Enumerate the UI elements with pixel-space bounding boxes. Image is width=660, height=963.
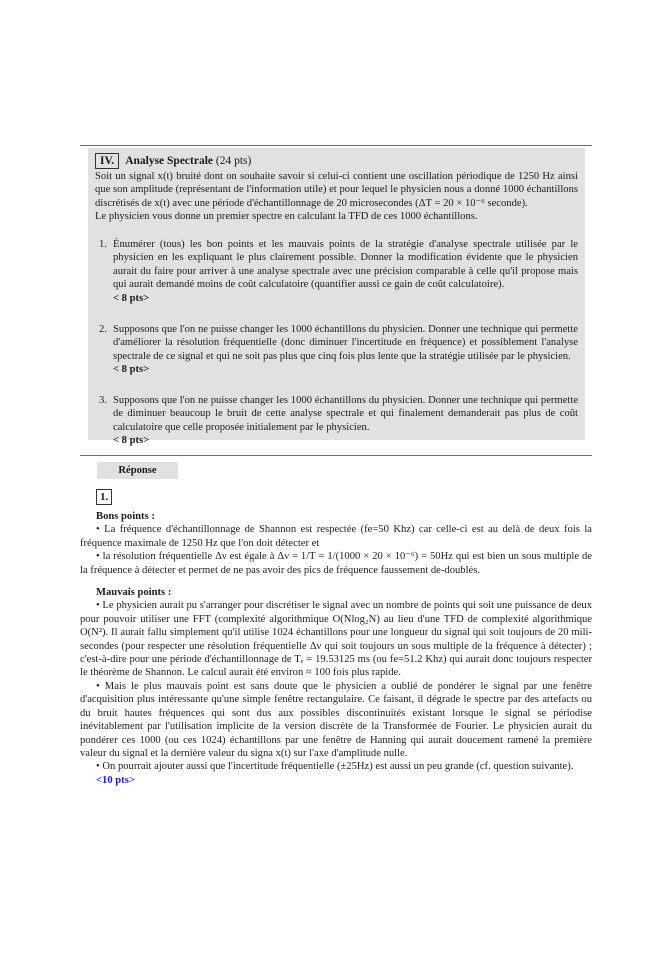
- item-number: 1.: [99, 239, 107, 250]
- answer-body: [80, 510, 592, 787]
- item-text: Supposons que l'on ne puisse changer les 1000 échantillons du physicien. Donner une technique qui permette de diminuer beaucoup le bruit de cette analyse spectrale et qui finalement demanderait pas plus de coût calculatoire que celle proposée initialement par le physicien.: [113, 395, 578, 433]
- good-points-heading: Bons points :: [96, 511, 155, 522]
- item-points: < 8 pts>: [113, 435, 150, 447]
- item-points: < 8 pts>: [113, 292, 150, 304]
- bad-point: • Mais le plus mauvais point est sans doute que le physicien a oublié de pondérer le signal par une fenêtre d'acquisition plus intéressante qu'une simple fenêtre rectangulaire. Ce faisant, il dégrade le spectre par des artefacts ou du bruit hautes fréquences qui sont dus aux possibles discontinuités existant lorsque le signal se périodise inévitablement par l'utilisation implicite de la version discrète de la Transformée de Fourier. Le physicien aurait du pondérer ces 1000 (ou ces 1024) échantillons par une fenêtre de Hanning qui aurait doucement ramené la première valeur du signal et la dernière valeur du signa x(t) sur l'axe d'amplitude nulle.: [80, 680, 592, 759]
- bottom-rule: [80, 455, 592, 456]
- item-number: 3.: [99, 395, 107, 406]
- question-points: (24 pts): [215, 155, 252, 167]
- bad-points-heading: Mauvais points :: [96, 587, 172, 599]
- answer-label: Réponse: [97, 462, 178, 479]
- item-points: < 8 pts>: [113, 364, 150, 376]
- question-number: IV.: [95, 153, 119, 169]
- question-item-1: [99, 238, 578, 305]
- answer-number: 1.: [96, 489, 112, 505]
- intro-paragraph: Le physicien vous donne un premier spectre en calculant la TFD de ces 1000 échantillons.: [95, 211, 478, 223]
- good-point: • La fréquence d'échantillonnage de Shannon est respectée (fe=50 Khz) car celle-ci est au delà de deux fois la fréquence maximale de 1250 Hz que l'on doit détecter et: [80, 524, 592, 549]
- answer-points: <10 pts>: [96, 774, 135, 786]
- item-number: 2.: [99, 324, 107, 335]
- bad-point: • On pourrait ajouter aussi que l'incertitude fréquentielle (±25Hz) est aussi un peu grande (cf. question suivante).: [96, 761, 574, 773]
- intro-paragraph: Soit un signal x(t) bruité dont on souhaite savoir si celui-ci contient une oscillation périodique de 1250 Hz ainsi que son amplitude (représentant de l'information utile) et pour lequel le physicien nous a donné 1000 échantillons discrétisés de x(t) avec une période d'échantillonnage de 20 microsecondes (ΔT = 20 × 10⁻⁶ seconde).: [95, 171, 578, 209]
- question-item-3: [99, 394, 578, 448]
- question-intro: [95, 170, 578, 224]
- item-text: Supposons que l'on ne puisse changer les 1000 échantillons du physicien. Donner une technique qui permette d'améliorer la résolution fréquentielle (donc diminuer l'incertitude en fréquence) et possiblement l'analyse spectrale de ce signal et qui ne soit pas plus que cinq fois plus lente que la stratégie utilisée par le physicien.: [113, 324, 578, 362]
- top-rule: [80, 145, 592, 146]
- question-title-text: Analyse Spectrale: [125, 155, 214, 167]
- question-item-2: [99, 323, 578, 377]
- item-text: Énumérer (tous) les bon points et les mauvais points de la stratégie d'analyse spectrale utilisée par le physicien en les expliquant le plus clairement possible. Donner la modification évidente que le physicien aurait du faire pour arriver à une analyse spectrale avec une précision comparable à celle qu'il propose mais qui aurait demandé moins de coût calculatoire (quantifier aussi ce gain de coût calculatoire).: [113, 239, 578, 291]
- question-title: [95, 153, 251, 169]
- good-point: • la résolution fréquentielle Δν est égale à Δν = 1/T = 1/(1000 × 20 × 10⁻⁶) = 50Hz qui est bien un sous multiple de la fréquence à détecter et permet de ne pas avoir des pics de fréquence faussement de-doublés.: [80, 551, 592, 576]
- bad-point: • Le physicien aurait pu s'arranger pour discrétiser le signal avec un nombre de points qui soit une puissance de deux pour pouvoir utiliser une FFT (complexité algorithmique O(Nlog₂N) au lieu d'une TFD de complexité algorithmique O(N²). Il aurait fallu simplement qu'il utilise 1024 échantillons pour une longueur du signal qui soit toujours de 20 mili-secondes (pour respecter une résolution fréquentielle Δν qui soit toujours un sous multiple de la fréquence à détecter) ; c'est-à-dire pour une période d'échantillonnage de Tₑ = 19.53125 ms (ou fe=51.2 Khz) qui aurait donc toujours respecter le théorème de Shannon. Le calcul aurait été environ ≈ 100 fois plus rapide.: [80, 600, 592, 679]
